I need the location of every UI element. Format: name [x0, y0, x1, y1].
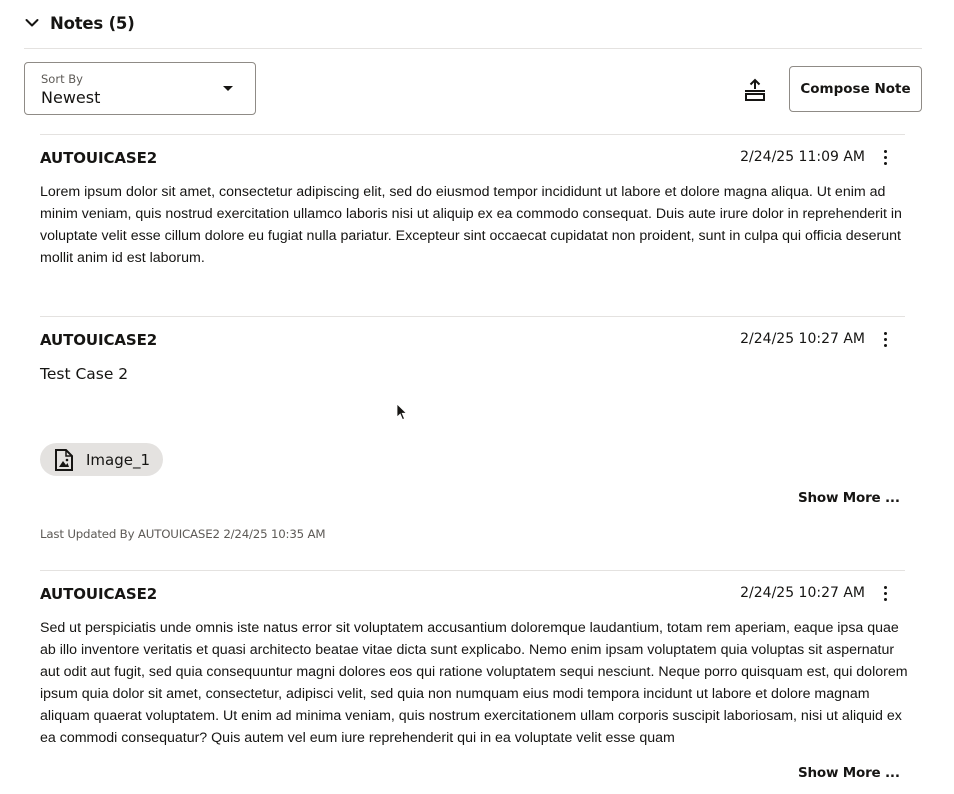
sort-by-select[interactable] — [24, 62, 256, 115]
kebab-dot — [884, 332, 887, 335]
kebab-dot — [884, 586, 887, 589]
note-body: Sed ut perspiciatis unde omnis iste natus error sit voluptatem accusantium doloremque laudantium, totam rem aperiam, eaque ipsa quae ab illo inventore veritatis et quasi architecto beatae vitae dicta sunt explicabo. Nemo enim ipsam voluptatem quia voluptas sit aspernatur aut odit aut fugit, sed quia consequuntur magni dolores eos qui ratione voluptatem sequi nesciunt. Neque porro quisquam est, qui dolorem ipsum quia dolor sit amet, consectetur, adipisci velit, sed quia non numquam eius modi tempora incidunt ut labore et dolore magnam aliquam quaerat voluptatem. Ut enim ad minima veniam, quis nostrum exercitationem ullam corporis suscipit laboriosam, nisi ut aliquid ex ea commodi consequatur? Quis autem vel eum iure reprehenderit qui in ea voluptate velit esse quam — [40, 620, 908, 746]
compose-note-button[interactable]: Compose Note — [789, 66, 922, 112]
note-actions-menu-button[interactable] — [876, 147, 894, 167]
image-file-icon — [54, 449, 74, 471]
kebab-dot — [884, 592, 887, 595]
export-button[interactable] — [739, 76, 771, 104]
attachment-name: Image_1 — [86, 450, 151, 469]
kebab-dot — [884, 598, 887, 601]
section-title: Notes (5) — [50, 13, 135, 33]
note-divider — [40, 570, 905, 571]
kebab-dot — [884, 150, 887, 153]
note-timestamp: 2/24/25 11:09 AM — [740, 149, 865, 165]
note-body: Test Case 2 — [40, 365, 129, 383]
note-divider — [40, 134, 905, 135]
sort-by-value: Newest — [41, 88, 101, 107]
show-more-link[interactable]: Show More ... — [798, 490, 900, 506]
kebab-dot — [884, 162, 887, 165]
note-author: AUTOUICASE2 — [40, 331, 158, 349]
note-body: Lorem ipsum dolor sit amet, consectetur adipiscing elit, sed do eiusmod tempor incididunt ut labore et dolore magna aliqua. Ut enim ad minim veniam, quis nostrud exercitation ullamco laboris nisi ut aliquip ex ea commodo consequat. Duis aute irure dolor in reprehenderit in voluptate velit esse cillum dolore eu fugiat nulla pariatur. Excepteur sint occaecat cupidatat non proident, sunt in culpa qui officia deserunt mollit anim id est laborum. — [40, 184, 902, 266]
header-divider — [24, 48, 922, 49]
note-author: AUTOUICASE2 — [40, 149, 158, 167]
note-author: AUTOUICASE2 — [40, 585, 158, 603]
notes-section-toggle[interactable] — [24, 10, 135, 36]
note-actions-menu-button[interactable] — [876, 583, 894, 603]
sort-by-label: Sort By — [41, 72, 83, 86]
kebab-dot — [884, 156, 887, 159]
kebab-dot — [884, 344, 887, 347]
mouse-cursor-icon — [396, 403, 408, 421]
note-actions-menu-button[interactable] — [876, 329, 894, 349]
note-divider — [40, 316, 905, 317]
note-timestamp: 2/24/25 10:27 AM — [740, 331, 865, 347]
note-timestamp: 2/24/25 10:27 AM — [740, 585, 865, 601]
caret-down-icon — [223, 86, 233, 91]
chevron-down-icon — [24, 15, 40, 31]
kebab-dot — [884, 338, 887, 341]
upload-export-icon — [743, 78, 767, 102]
attachment-chip[interactable] — [40, 443, 163, 476]
show-more-link[interactable]: Show More ... — [798, 765, 900, 781]
last-updated-text: Last Updated By AUTOUICASE2 2/24/25 10:35 AM — [40, 527, 326, 541]
